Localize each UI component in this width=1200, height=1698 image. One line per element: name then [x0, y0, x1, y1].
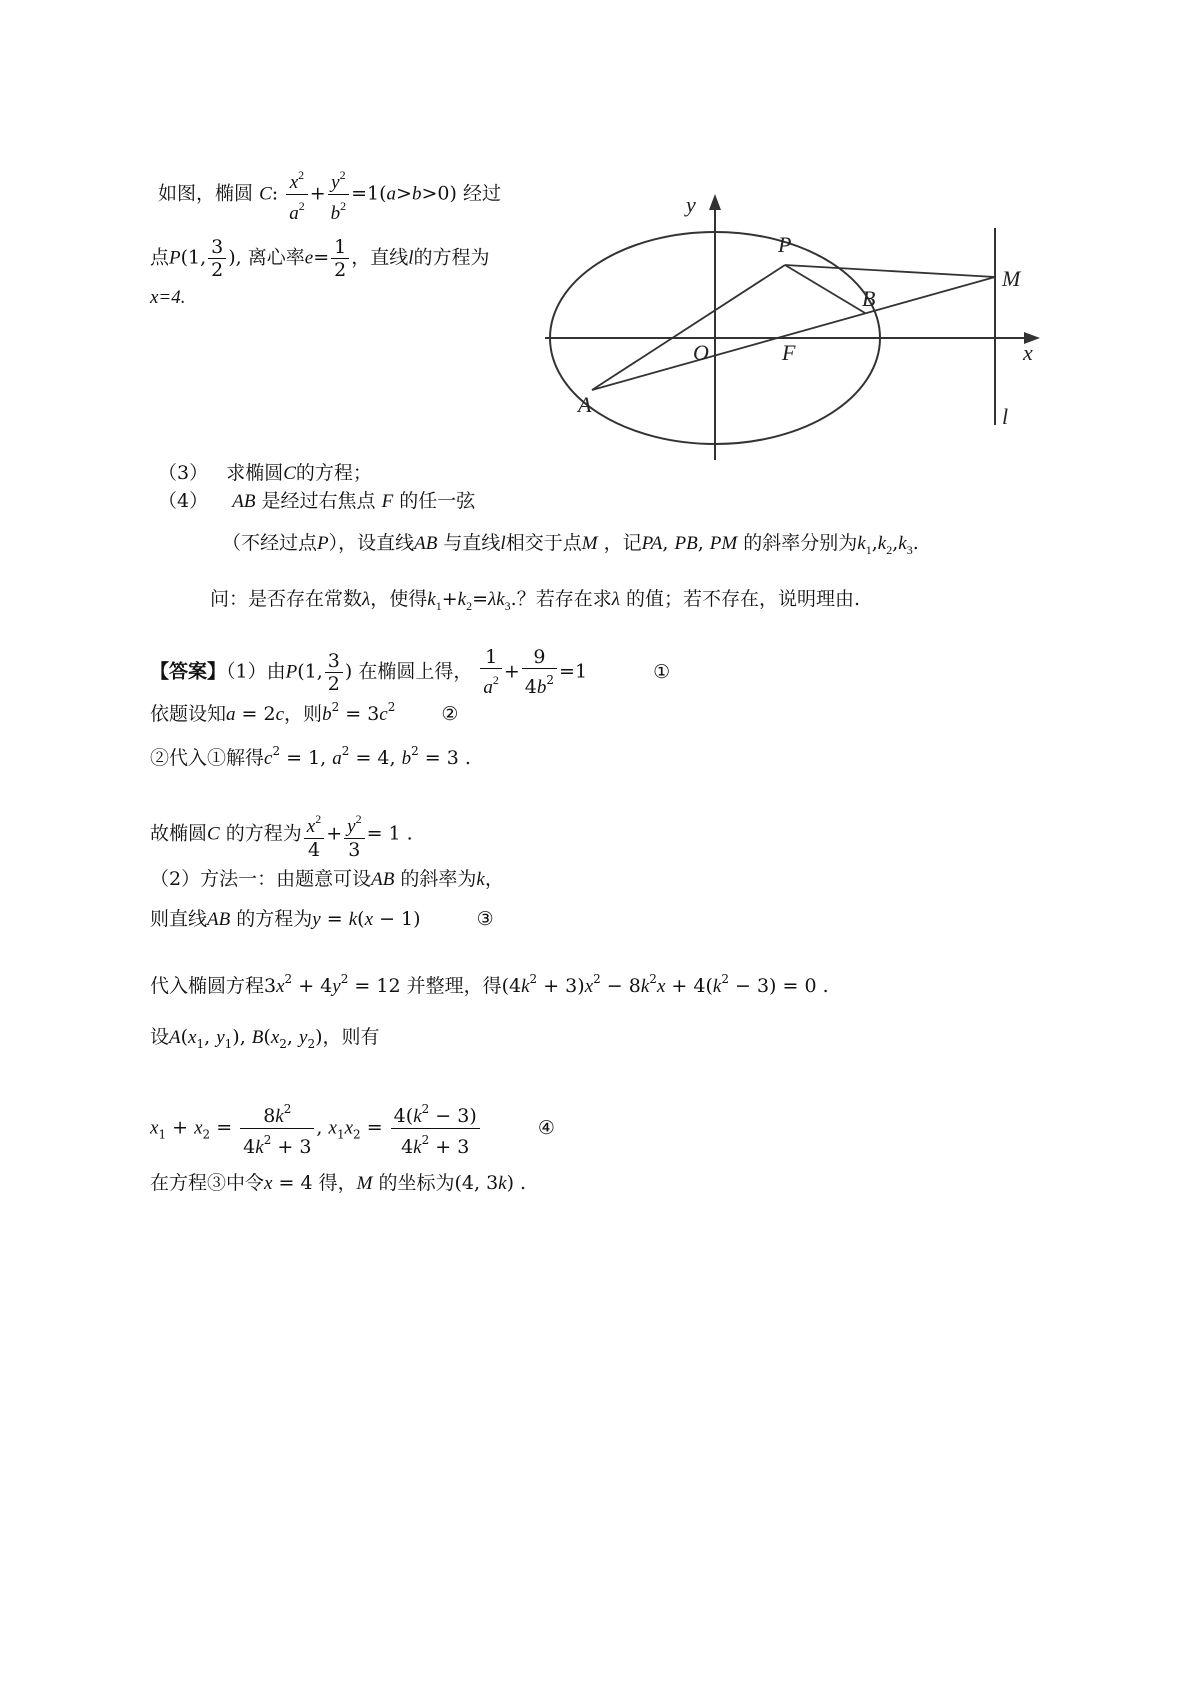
problem-line-2: 点P(1, $\frac{3}{2}$ ), 离心率e= $\frac{1}{2}$ ，直线l的方程为 [150, 236, 490, 281]
q4-text-c: 与直线 [443, 532, 501, 554]
problem-via: 经过 [462, 182, 501, 205]
circled-3: ③ [476, 908, 494, 930]
answer-text-5b: 的斜率为 [400, 868, 477, 890]
answer-text-8b: ，则有 [322, 1026, 380, 1048]
q4-text-g: 问：是否存在常数 [210, 588, 363, 610]
ellipse-figure [540, 180, 1070, 465]
label-M: M [1002, 266, 1021, 291]
fraction-3-2: $\frac{3}{2}$ [208, 236, 226, 281]
line-suffix: 的方程为 [413, 246, 490, 269]
answer-text-10b: 得， [318, 1172, 357, 1194]
circled-1: ① [653, 660, 671, 683]
answer-text-8a: 设 [150, 1026, 170, 1048]
answer-text-10a: 在方程③中令 [150, 1172, 265, 1194]
label-B: B [862, 286, 876, 311]
line-label: ，直线 [351, 246, 409, 269]
question-4: （4） AB 是经过右焦点 F 的任一弦 [158, 490, 476, 512]
answer-line-8: 设$A(x_1$, $y_1$), $B(x_2$, $y_2$)，则有 [150, 1026, 380, 1051]
segment-PB [785, 265, 865, 313]
answer-text-3a: ②代入①解得 [150, 747, 265, 769]
question-4-text: 是经过右焦点 [261, 490, 376, 512]
fraction-y2-b2: $\frac{y^2}{b^2}$ [328, 164, 350, 225]
answer-text-7a: 代入椭圆方程 [150, 975, 265, 997]
label-x: x [1023, 340, 1033, 365]
answer-line-9: $x_1 + x_2$ = $\frac{8k^2}{4k^2 + 3}$ , $x_1x_2$ = $\frac{4(k^2 - 3)}{4k^2 + 3}$ ④ [150, 1098, 555, 1159]
answer-line-10: 在方程③中令x = 4 得，M 的坐标为(4, 3k) . [150, 1172, 527, 1194]
question-4-tail: 的任一弦 [399, 490, 476, 512]
question-3-tail: 的方程； [295, 462, 372, 484]
fraction-sum: $\frac{8k^2}{4k^2 + 3}$ [240, 1098, 314, 1159]
ellipse-name: C [259, 183, 272, 205]
problem-intro: 如图，椭圆 [158, 182, 254, 205]
segment-PA [592, 265, 785, 390]
fraction-product: $\frac{4(k^2 - 3)}{4k^2 + 3}$ [391, 1098, 480, 1159]
label-F: F [782, 340, 796, 365]
question-4-number: （4） [158, 490, 209, 512]
question-3-text: 求椭圆 [226, 462, 284, 484]
answer-text-1a: （1）由 [226, 660, 286, 683]
answer-text-7b: 并整理，得 [406, 975, 502, 997]
line-AM [592, 277, 995, 390]
question-4-line-3: 问：是否存在常数λ，使得$k_1+k_2=\lambda k_3$.？若存在求λ 的值；若不存在，说明理由. [210, 588, 861, 613]
line-equation: x=4. [150, 287, 186, 308]
fraction-3-2-b: $\frac{3}{2}$ [325, 650, 343, 695]
label-y: y [686, 192, 696, 217]
answer-line-7: 代入椭圆方程$3x^2 + 4y^2 = 12$ 并整理，得$(4k^2 + 3)x^2 - 8k^2x + 4(k^2 - 3) = 0$ . [150, 972, 829, 997]
label-P: P [778, 232, 792, 257]
answer-text-6b: 的方程为 [236, 908, 313, 930]
point-label: 点 [150, 246, 170, 269]
circled-2: ② [441, 703, 459, 725]
fraction-9-4b2: $\frac{9}{4b^2}$ [522, 646, 557, 699]
answer-text-6a: 则直线 [150, 908, 208, 930]
question-3-number: （3） [158, 462, 209, 484]
fraction-y2-3: $\frac{y^2}{3}$ [344, 808, 364, 861]
answer-line-4: 故椭圆C 的方程为 $\frac{x^2}{4}$ + $\frac{y^2}{3}$ = 1 . [150, 808, 413, 861]
fraction-1-a2: $\frac{1}{a^2}$ [480, 646, 502, 699]
label-l: l [1002, 404, 1009, 429]
answer-line-6: 则直线AB 的方程为y = k(x − 1) ③ [150, 908, 494, 930]
answer-line-3: ②代入①解得$c^2 = 1$, $a^2 = 4$, $b^2 = 3$ . [150, 744, 471, 769]
answer-heading: 【答案】 [150, 660, 227, 683]
answer-text-1b: 在椭圆上得， [358, 660, 473, 683]
q4-text-d: 相交于点 [505, 532, 582, 554]
answer-text-2b: ，则 [284, 703, 323, 725]
fraction-x2-4: $\frac{x^2}{4}$ [304, 808, 324, 861]
answer-line-1: 【答案】（1）由P(1, $\frac{3}{2}$ ) 在椭圆上得， $\frac{1}{a^2}$ + $\frac{9}{4b^2}$ =1 ① [150, 646, 671, 698]
fraction-x2-a2: $\frac{x^2}{a^2}$ [286, 164, 308, 225]
answer-text-10c: 的坐标为 [378, 1172, 455, 1194]
answer-line-5: （2）方法一：由题意可设AB 的斜率为k， [150, 868, 504, 890]
answer-text-5a: （2）方法一：由题意可设 [150, 868, 372, 890]
answer-text-2a: 依题设知 [150, 703, 227, 725]
question-3: （3） 求椭圆C的方程； [158, 462, 372, 484]
label-O: O [693, 340, 709, 365]
q4-text-a: （不经过点 [222, 532, 318, 554]
problem-line-1: 如图，椭圆 C: $\frac{x^2}{a^2}$ + $\frac{y^2}{b^2}$ =1(a>b>0) 经过 [158, 164, 501, 225]
answer-text-4a: 故椭圆 [150, 822, 208, 845]
q4-text-e: ，记 [603, 532, 642, 554]
segment-PM [785, 265, 995, 277]
q4-text-h: ，使得 [370, 588, 428, 610]
q4-text-j: 的值；若不存在，说明理由. [626, 588, 861, 610]
y-axis-arrow [709, 194, 721, 210]
label-A: A [578, 392, 592, 417]
q4-text-f: 的斜率分别为 [743, 532, 858, 554]
circled-4: ④ [537, 1116, 555, 1139]
q4-text-i: ？若存在求 [516, 588, 612, 610]
answer-line-2: 依题设知a = 2c，则$b^2 = 3c^2$ ② [150, 700, 459, 725]
q4-text-b: ），设直线 [328, 532, 415, 554]
answer-text-4b: 的方程为 [225, 822, 302, 845]
question-4-line-2: （不经过点P），设直线AB 与直线l相交于点M ，记PA, PB, PM 的斜率分别为$k_1,k_2,k_3$. [222, 532, 919, 557]
fraction-1-2: $\frac{1}{2}$ [331, 236, 349, 281]
eccentricity-label: 离心率 [247, 246, 305, 269]
